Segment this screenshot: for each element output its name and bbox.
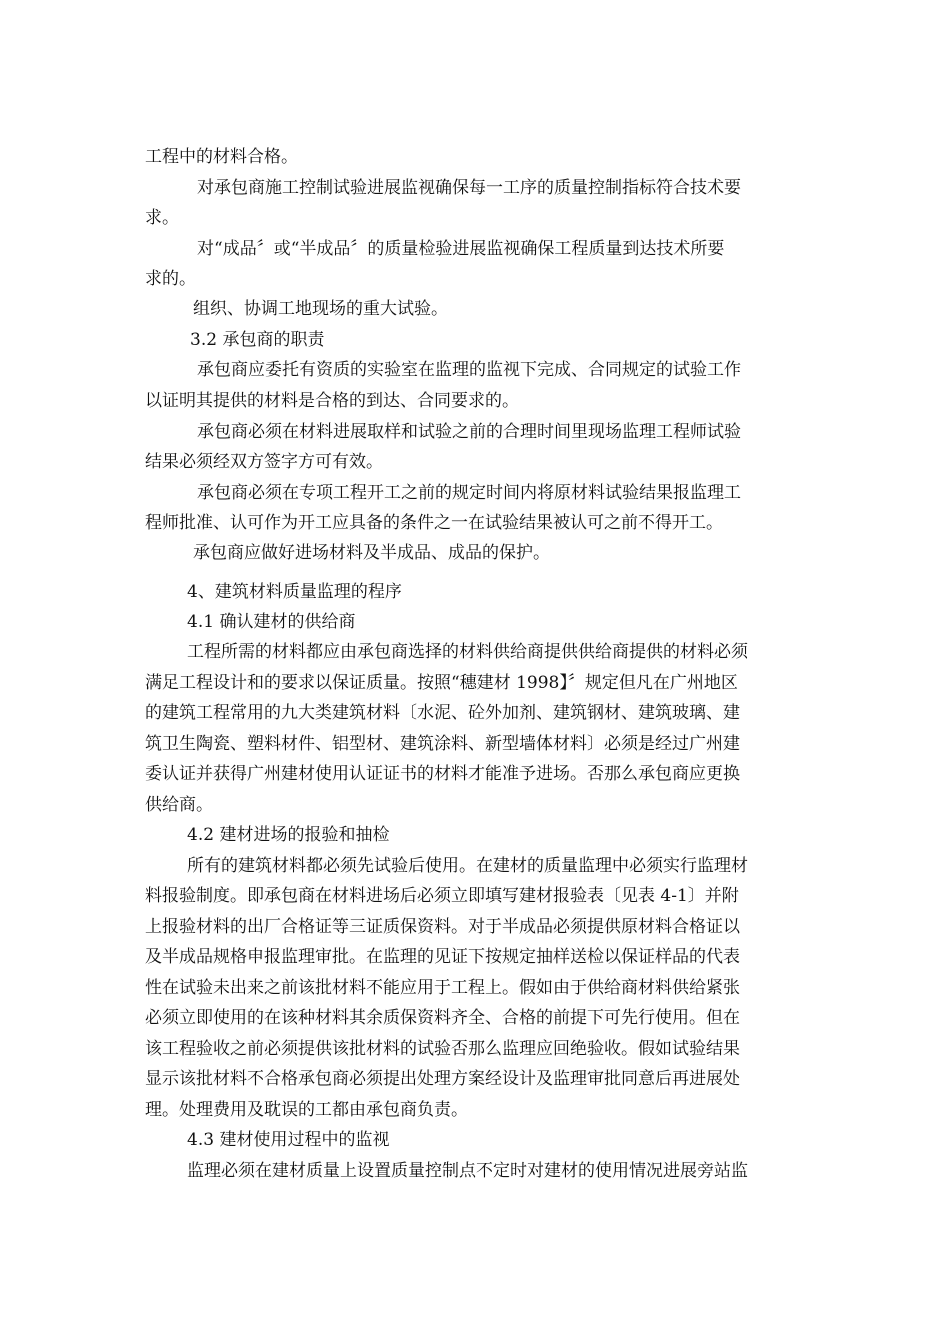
- text-line: 的建筑工程常用的九大类建筑材料〔水泥、砼外加剂、建筑钢材、建筑玻璃、建: [145, 703, 740, 723]
- text-line: 性在试验未出来之前该批材料不能应用于工程上。假如由于供给商材料供给紧张: [145, 978, 740, 998]
- section-heading: 4.3 建材使用过程中的监视: [187, 1130, 390, 1150]
- text-line: 工程中的材料合格。: [145, 147, 298, 167]
- text-line: 上报验材料的出厂合格证等三证质保资料。对于半成品必须提供原材料合格证以: [145, 917, 740, 937]
- text-line: 所有的建筑材料都必须先试验后使用。在建材的质量监理中必须实行监理材: [187, 856, 748, 876]
- text-line: 承包商应做好进场材料及半成品、成品的保护。: [193, 543, 550, 563]
- text-line: 满足工程设计和的要求以保证质量。按照“穗建材 1998】〞规定但凡在广州地区: [145, 673, 738, 693]
- section-heading: 4.1 确认建材的供给商: [187, 612, 356, 632]
- text-line: 工程所需的材料都应由承包商选择的材料供给商提供供给商提供的材料必须: [187, 642, 748, 662]
- text-line: 及半成品规格申报监理审批。在监理的见证下按规定抽样送检以保证样品的代表: [145, 947, 740, 967]
- text-line: 委认证并获得广州建材使用认证证书的材料才能准予进场。否那么承包商应更换: [145, 764, 740, 784]
- text-line: 对承包商施工控制试验进展监视确保每一工序的质量控制指标符合技术要: [197, 178, 741, 198]
- text-line: 以证明其提供的材料是合格的到达、合同要求的。: [145, 391, 519, 411]
- text-line: 程师批准、认可作为开工应具备的条件之一在试验结果被认可之前不得开工。: [145, 513, 723, 533]
- text-line: 对“成品〞或“半成品〞的质量检验进展监视确保工程质量到达技术所要: [197, 239, 725, 259]
- section-heading: 3.2 承包商的职责: [190, 330, 325, 350]
- text-line: 监理必须在建材质量上设置质量控制点不定时对建材的使用情况进展旁站监: [187, 1161, 748, 1181]
- text-line: 筑卫生陶瓷、塑料材件、铝型材、建筑涂料、新型墙体材料〕必须是经过广州建: [145, 734, 740, 754]
- text-line: 理。处理费用及耽误的工都由承包商负责。: [145, 1100, 468, 1120]
- text-line: 求的。: [145, 269, 196, 289]
- section-heading: 4、建筑材料质量监理的程序: [187, 582, 402, 602]
- text-line: 组织、协调工地现场的重大试验。: [193, 299, 448, 319]
- text-line: 承包商应委托有资质的实验室在监理的监视下完成、合同规定的试验工作: [197, 360, 741, 380]
- text-line: 结果必须经双方签字方可有效。: [145, 452, 383, 472]
- text-line: 承包商必须在专项工程开工之前的规定时间内将原材料试验结果报监理工: [197, 483, 741, 503]
- text-line: 供给商。: [145, 795, 213, 815]
- text-line: 料报验制度。即承包商在材料进场后必须立即填写建材报验表〔见表 4-1〕并附: [145, 886, 739, 906]
- text-line: 该工程验收之前必须提供该批材料的试验否那么监理应回绝验收。假如试验结果: [145, 1039, 740, 1059]
- text-line: 求。: [145, 208, 179, 228]
- section-heading: 4.2 建材进场的报验和抽检: [187, 825, 390, 845]
- text-line: 承包商必须在材料进展取样和试验之前的合理时间里现场监理工程师试验: [197, 422, 741, 442]
- text-line: 必须立即使用的在该种材料其余质保资料齐全、合格的前提下可先行使用。但在: [145, 1008, 740, 1028]
- text-line: 显示该批材料不合格承包商必须提出处理方案经设计及监理审批同意后再进展处: [145, 1069, 740, 1089]
